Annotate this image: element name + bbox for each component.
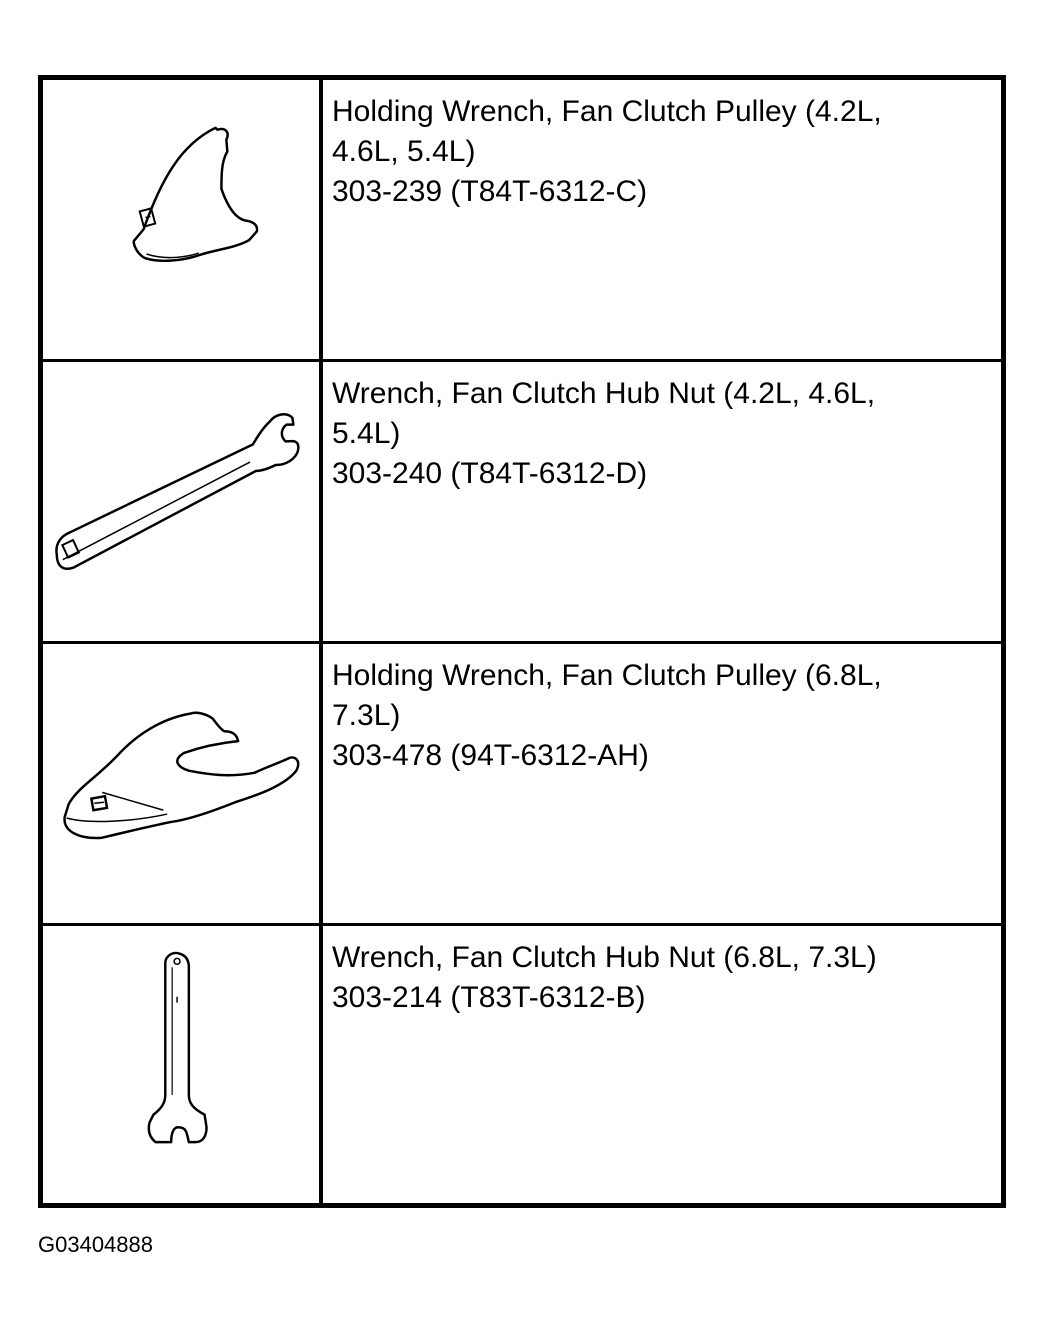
special-tools-table — [38, 75, 1006, 1208]
long-wrench-icon — [43, 362, 319, 641]
tool-part-number: 303-478 (94T-6312-AH) — [332, 739, 649, 772]
tool-description-cell — [323, 80, 1001, 362]
tool-name: Holding Wrench, Fan Clutch Pulley (4.2L, — [332, 95, 882, 128]
tool-description-cell — [323, 362, 1001, 644]
tool-image-cell — [43, 80, 323, 362]
tool-name: Wrench, Fan Clutch Hub Nut (4.2L, 4.6L, — [332, 377, 876, 410]
tool-image-cell — [43, 926, 323, 1203]
tool-image-cell — [43, 362, 323, 644]
holding-wrench-icon — [43, 80, 319, 359]
tool-name: Wrench, Fan Clutch Hub Nut (6.8L, 7.3L) — [332, 941, 877, 974]
tool-name-continued: 5.4L) — [332, 417, 401, 450]
figure-id: G03404888 — [38, 1232, 153, 1257]
tool-name: Holding Wrench, Fan Clutch Pulley (6.8L, — [332, 659, 882, 692]
tool-description-cell — [323, 644, 1001, 926]
short-wrench-icon — [43, 926, 319, 1203]
holding-wrench-large-icon — [43, 644, 319, 923]
tool-part-number: 303-239 (T84T-6312-C) — [332, 175, 648, 208]
tool-part-number: 303-240 (T84T-6312-D) — [332, 457, 648, 490]
tool-image-cell — [43, 644, 323, 926]
tool-description-cell — [323, 926, 1001, 1203]
tool-name-continued: 4.6L, 5.4L) — [332, 135, 476, 168]
tool-part-number: 303-214 (T83T-6312-B) — [332, 981, 646, 1014]
tool-name-continued: 7.3L) — [332, 699, 401, 732]
